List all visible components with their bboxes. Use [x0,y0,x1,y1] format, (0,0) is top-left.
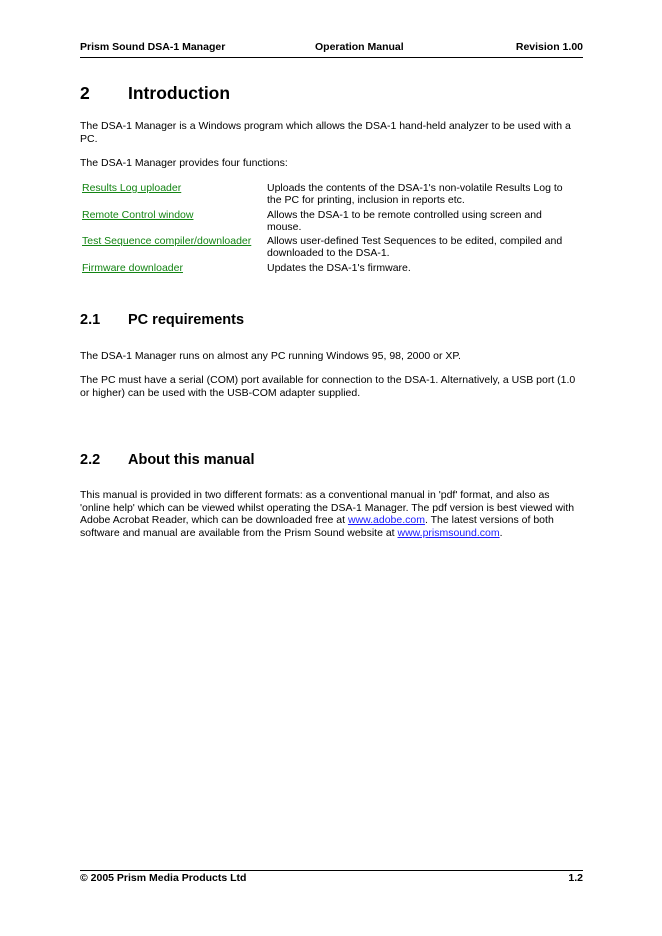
link-firmware-downloader[interactable]: Firmware downloader [82,261,183,274]
pc-requirements-paragraph-1: The DSA-1 Manager runs on almost any PC running Windows 95, 98, 2000 or XP. [80,350,461,362]
pc-requirements-paragraph-2: The PC must have a serial (COM) port available for connection to the DSA-1. Alternatively, a USB port (1.0 or higher) can be used with the USB-COM adapter supplied. [80,374,576,399]
page-header [80,41,583,58]
about-text-part-2: . The latest versions of both software and manual are available from the Prism Sound website at [80,514,554,539]
footer-page-number: 1.2 [568,872,583,884]
table-row [80,209,580,236]
functions-table [80,182,580,276]
about-text-part-3: . [499,526,503,539]
link-test-sequence-compiler[interactable]: Test Sequence compiler/downloader [82,235,252,248]
function-description: Allows the DSA-1 to be remote controlled using screen and mouse. [267,208,542,233]
subsection-title: PC requirements [128,312,245,328]
page-footer [80,870,583,886]
about-text-part-1: This manual is provided in two different formats: as a conventional manual in 'pdf' format, and also as 'online help' which can be viewed whilst operating the DSA-1 Manager. The pdf version is best viewed with Adobe Acrobat Reader, which can be downloaded free at [80,489,575,526]
header-revision: Revision 1.00 [515,41,583,53]
intro-paragraph: The DSA-1 Manager is a Windows program which allows the DSA-1 hand-held analyzer to be used with a PC. [80,120,571,145]
link-adobe[interactable]: www.adobe.com [347,514,425,526]
header-product: Prism Sound DSA-1 Manager [80,41,226,53]
functions-intro: The DSA-1 Manager provides four functions: [80,157,288,169]
table-row [80,262,580,276]
function-description: Updates the DSA-1's firmware. [267,261,411,274]
subsection-title: About this manual [128,452,255,468]
section-number: 2 [80,83,90,103]
header-document-title: Operation Manual [315,41,404,53]
link-results-log-uploader[interactable]: Results Log uploader [82,182,182,194]
link-prismsound[interactable]: www.prismsound.com [397,526,500,539]
subsection-number: 2.2 [80,452,101,468]
table-row [80,182,580,209]
link-remote-control-window[interactable]: Remote Control window [82,208,194,221]
section-title: Introduction [128,83,231,103]
function-description: Allows user-defined Test Sequences to be edited, compiled and downloaded to the DSA-1. [267,235,563,260]
about-manual-paragraph [80,489,580,539]
subsection-number: 2.1 [80,312,101,328]
table-row [80,235,580,262]
function-description: Uploads the contents of the DSA-1's non-volatile Results Log to the PC for printing, inclusion in reports etc. [267,182,563,207]
footer-copyright: © 2005 Prism Media Products Ltd [80,872,247,884]
